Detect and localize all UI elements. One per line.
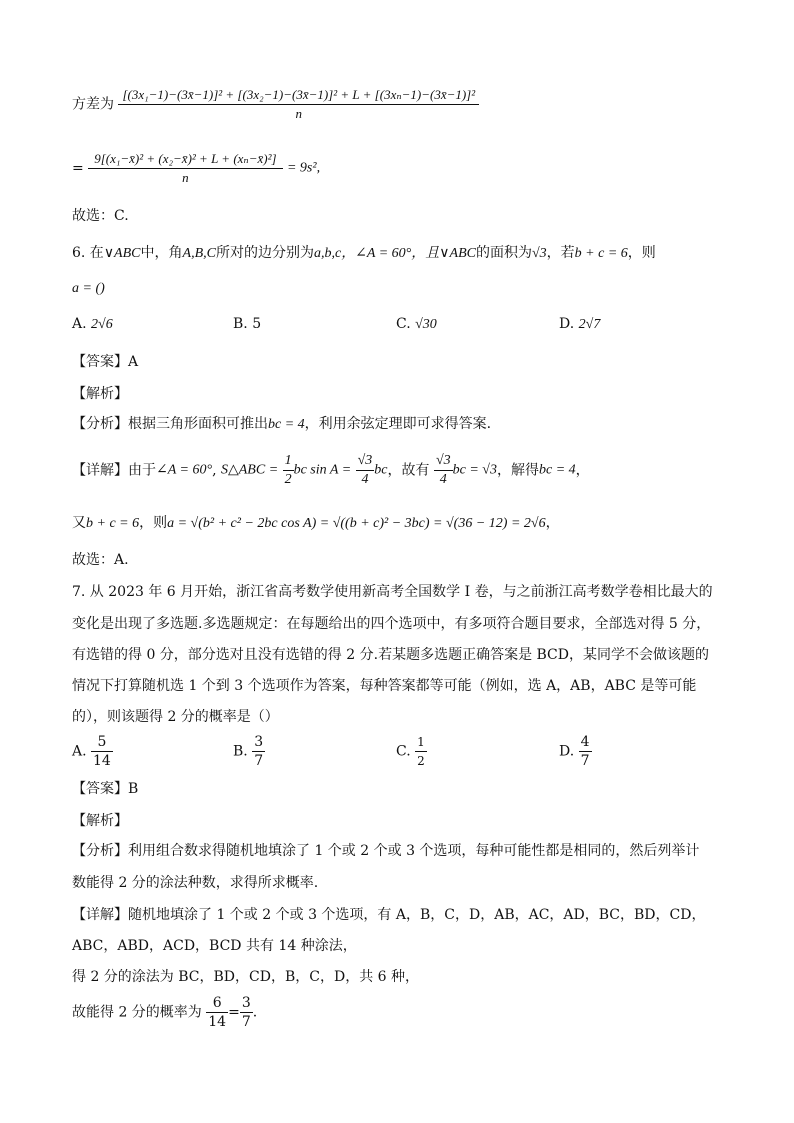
q7-stem-line5: 的），则该题得 2 分的概率是（） [72, 709, 279, 725]
q7-detail-line3: 得 2 分的涂法为 BC，BD，CD，B，C，D，共 6 种， [72, 969, 419, 985]
q6-option-c: C. √30 [396, 316, 437, 332]
q6-stem-line2: a = () [72, 281, 105, 296]
variance-eq-result: = 9s², [286, 160, 321, 176]
q6-final: 故选：A. [72, 552, 129, 568]
q7-answer: 【答案】B [72, 781, 139, 797]
q7-stem-line1: 7. 从 2023 年 6 月开始，浙江省高考数学使用新高考全国数学 I 卷，与之前浙江高考数学卷相比最大的 [72, 584, 713, 600]
q6-stem-line1: 6. 在∨ABC中，角A,B,C所对的边分别为a,b,c，∠A = 60°，且∨ABC的面积为√3，若b + c = 6，则 [72, 245, 656, 261]
q7-detail-line1: 【详解】随机地填涂了 1 个或 2 个或 3 个选项，有 A，B，C，D，AB，AC，AD，BC，BD，CD， [72, 907, 706, 923]
q6-fenxi: 【分析】根据三角形面积可推出bc = 4，利用余弦定理即可求得答案. [72, 416, 492, 432]
variance-line [72, 86, 479, 123]
q7-fenxi-line2: 数能得 2 分的涂法种数，求得所求概率. [72, 875, 319, 891]
q6-option-a: A. 2√6 [72, 316, 113, 332]
q7-stem-line3: 有选错的得 0 分，部分选对且没有选错的得 2 分.若某题多选题正确答案是 BCD，某同学不会做该题的 [72, 647, 709, 663]
q7-detail-line2: ABC，ABD，ACD，BCD 共有 14 种涂法， [72, 938, 357, 954]
q7-option-a: A. $\frac{5}{14}$ [72, 734, 111, 769]
q6-option-d: D. 2√7 [559, 316, 601, 332]
q7-option-d: D. $\frac{4}{7}$ [559, 734, 590, 769]
q7-fenxi-line1: 【分析】利用组合数求得随机地填涂了 1 个或 2 个或 3 个选项，每种可能性都是相同的，然后列举计 [72, 843, 700, 859]
q7-stem-line4: 情况下打算随机选 1 个到 3 个选项作为答案，每种答案都等可能（例如，选 A，AB，ABC 是等可能 [72, 678, 697, 694]
variance-lead: 方差为 [72, 96, 114, 113]
q7-option-b: B. $\frac{3}{7}$ [233, 734, 264, 769]
q7-final: 故能得 2 分的概率为 $\frac{6}{14}$ = $\frac{3}{7}$ . [72, 995, 258, 1030]
variance-equation-line: = $\frac{\text{9[(x₁−x̄)² + (x₂−x̄)² + L + (xₙ−x̄)²]}}{n}$ = 9s², [72, 151, 321, 185]
q6-option-b: B. 5 [233, 316, 262, 332]
answer-prev: 故选：C. [72, 208, 129, 224]
q7-option-c: C. $\frac{1}{2}$ [396, 735, 425, 768]
q6-analysis-title: 【解析】 [72, 386, 128, 402]
variance-eq-denominator: n [182, 170, 189, 185]
q6-answer: 【答案】A [72, 354, 139, 370]
q6-detail: 【详解】由于∠A = 60°, S△ABC = $\frac{1}{2}$ bc sin A = $\frac{√3}{4}$ bc，故有 $\frac{√3}{4}$ bc = √3，解得bc = 4， [72, 453, 590, 487]
q7-analysis-title: 【解析】 [72, 813, 128, 829]
q7-stem-line2: 变化是出现了多选题.多选题规定：在每题给出的四个选项中，有多项符合题目要求，全部选对得 5 分， [72, 616, 711, 632]
variance-numerator: [(3x₁−1)−(3x̄−1)]² + [(3x₂−1)−(3x̄−1)]² + L + [(3xₙ−1)−(3x̄−1)]² [118, 86, 479, 105]
variance-eq-numerator: 9[(x₁−x̄)² + (x₂−x̄)² + L + (xₙ−x̄)²] [88, 150, 282, 169]
variance-denominator: n [295, 106, 303, 121]
q6-detail-line2: 又b + c = 6，则a = √(b² + c² − 2bc cos A) = √((b + c)² − 3bc) = √(36 − 12) = 2√6， [72, 515, 560, 531]
